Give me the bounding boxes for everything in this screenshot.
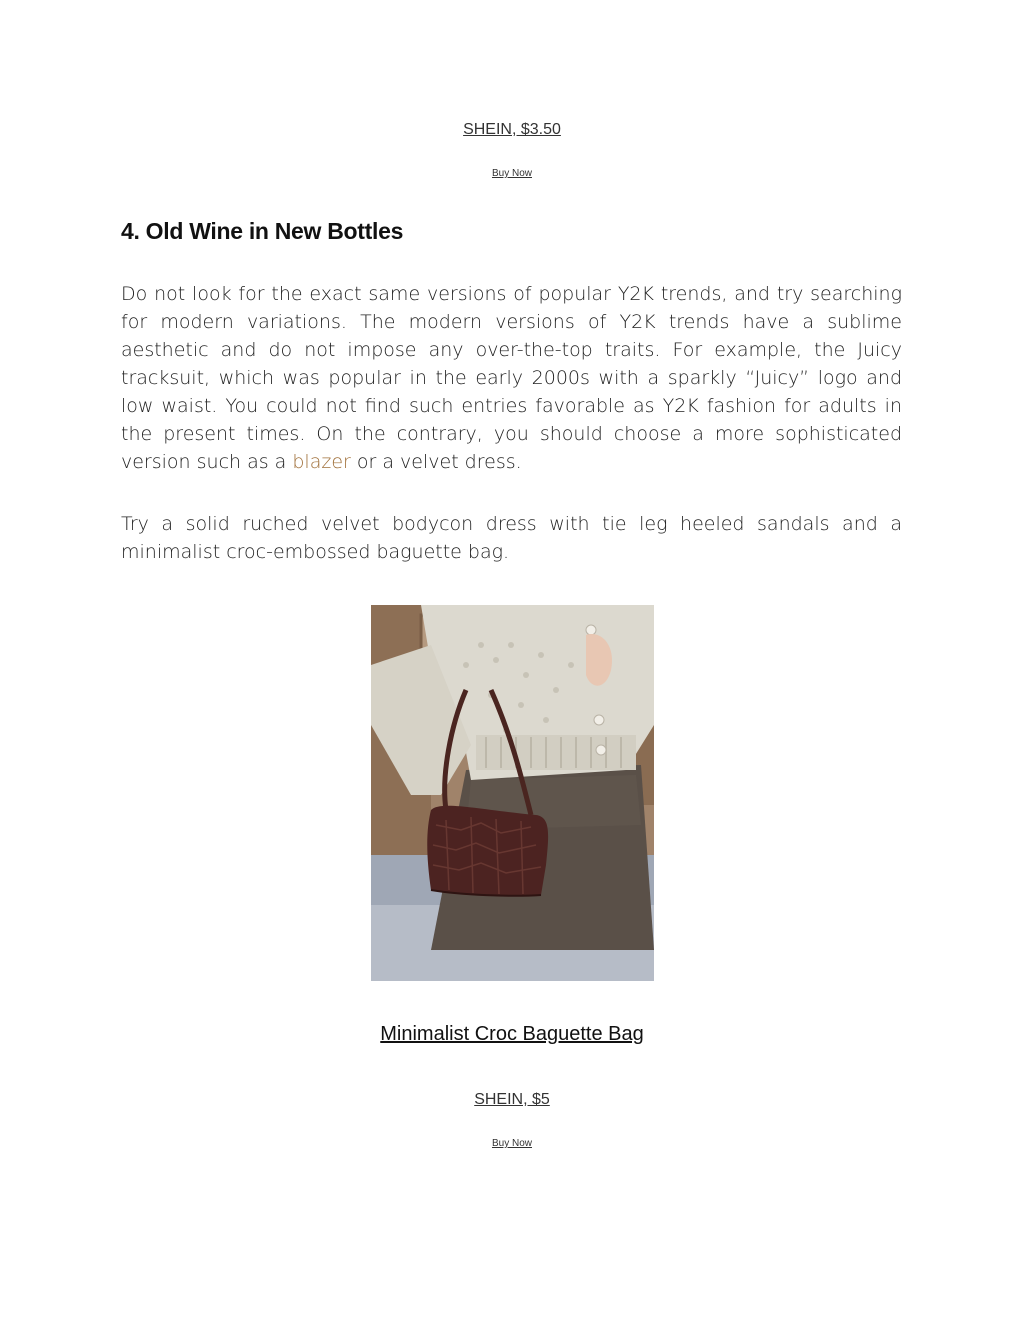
section-heading: 4. Old Wine in New Bottles xyxy=(121,218,404,244)
top-product-price-link[interactable]: SHEIN, $3.50 xyxy=(463,121,561,138)
paragraph-intro-text-after: or a velvet dress. xyxy=(350,451,522,473)
bottom-buy-now-link[interactable]: Buy Now xyxy=(491,1138,532,1149)
top-buy-now-link[interactable]: Buy Now xyxy=(491,168,532,179)
paragraph-intro-text-before: Do not look for the exact same versions of popular Y2K trends, and try searching for modern variations. The modern versions of Y2K trends have a sublime aesthetic and do not impose any over-the-top traits. For example, the Juicy tracksuit, which was popular in the early 2000s with a sparkly “Juicy” logo and low waist. You could not find such entries favorable as Y2K fashion for adults in the present times. On the contrary, you should choose a more sophisticated version such as a xyxy=(121,283,902,473)
product-photo[interactable] xyxy=(371,605,654,981)
paragraph-intro xyxy=(121,280,902,476)
blazer-link[interactable]: blazer xyxy=(292,451,351,473)
product-title-link[interactable]: Minimalist Croc Baguette Bag xyxy=(380,1023,644,1045)
bottom-product-price-link[interactable]: SHEIN, $5 xyxy=(474,1091,550,1108)
paragraph-suggestion: Try a solid ruched velvet bodycon dress with tie leg heeled sandals and a minimalist croc-embossed baguette bag. xyxy=(121,513,902,563)
